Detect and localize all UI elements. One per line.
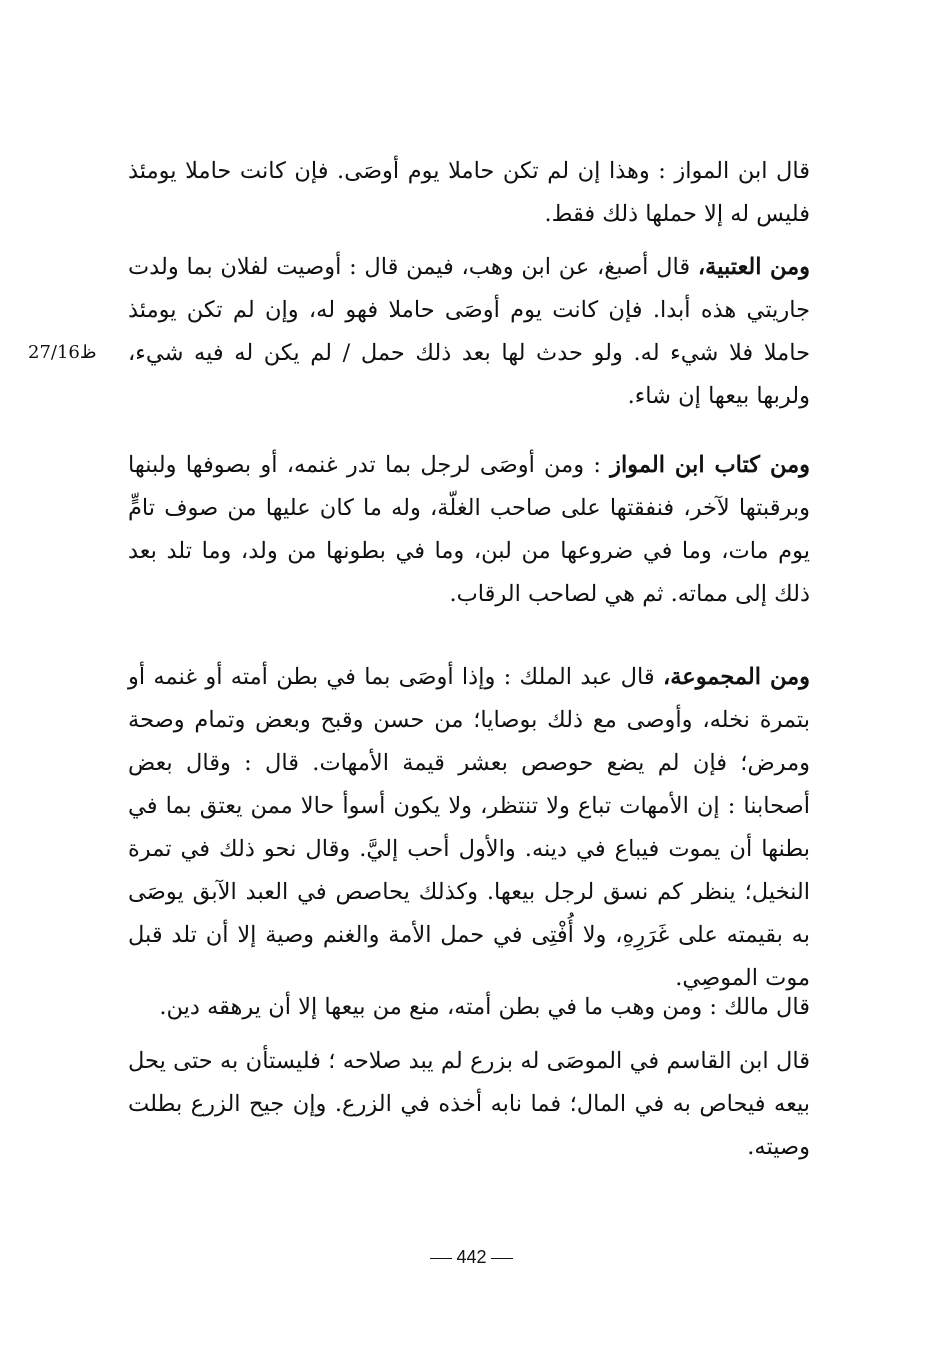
page-number-dash-right bbox=[491, 1258, 513, 1259]
paragraph-3 bbox=[128, 444, 810, 616]
paragraph-4 bbox=[128, 656, 810, 1000]
paragraph-3-text: : ومن أوصَى لرجل بما تدر غنمه، أو بصوفها ولبنها وبرقبتها لآخر، فنفقتها على صاحب الغلّة، وله ما كان عليها من صوف تامٍّ يوم مات، وما في ضروعها من لبن، وما في بطونها من ولد، وما تلد بعد ذلك إلى مماته. ثم هي لصاحب الرقاب. bbox=[128, 452, 810, 607]
page-number bbox=[0, 1247, 943, 1268]
folio-reference: 27/16ظ bbox=[28, 342, 97, 363]
paragraph-2 bbox=[128, 246, 810, 418]
paragraph-4-lead: ومن المجموعة، bbox=[662, 664, 810, 690]
paragraph-5-text: قال مالك : ومن وهب ما في بطن أمته، منع من بيعها إلا أن يرهقه دين. bbox=[159, 994, 810, 1020]
paragraph-5 bbox=[128, 986, 810, 1029]
paragraph-6-text: قال ابن القاسم في الموصَى له بزرع لم يبد صلاحه ؛ فليستأن به حتى يحل بيعه فيحاص به في المال؛ فما نابه أخذه في الزرع. وإن جيح الزرع بطلت وصيته. bbox=[128, 1048, 810, 1160]
page-number-dash-left bbox=[430, 1258, 452, 1259]
paragraph-1 bbox=[128, 150, 810, 236]
paragraph-1-text: قال ابن المواز : وهذا إن لم تكن حاملا يوم أوصَى. فإن كانت حاملا يومئذ فليس له إلا حملها ذلك فقط. bbox=[128, 158, 810, 227]
page-number-value: 442 bbox=[456, 1247, 487, 1267]
paragraph-6 bbox=[128, 1040, 810, 1169]
paragraph-2-lead: ومن العتبية، bbox=[697, 254, 810, 280]
paragraph-4-text: قال عبد الملك : وإذا أوصَى بما في بطن أمته أو غنمه أو بتمرة نخله، وأوصى مع ذلك بوصايا؛ من حسن وقبح وبعض وتمام وصحة ومرض؛ فإن لم يضع حوصص بعشر قيمة الأمهات. قال : وقال بعض أصحابنا : إن الأمهات تباع ولا تنتظر، ولا يكون أسوأ حالا ممن يعتق بما في بطنها أن يموت فيباع في دينه. والأول أحب إليَّ. وقال نحو ذلك في تمرة النخيل؛ ينظر كم نسق لرجل بيعها. وكذلك يحاصص في العبد الآبق يوصَى به بقيمته على غَرَرِهِ، ولا أُفْتِى في حمل الأمة والغنم وصية إلا أن تلد قبل موت الموصِي. bbox=[128, 664, 810, 991]
paragraph-3-lead: ومن كتاب ابن المواز bbox=[610, 452, 810, 478]
paragraph-2-text: قال أصبغ، عن ابن وهب، فيمن قال : أوصيت لفلان بما ولدت جاريتي هذه أبدا. فإن كانت يوم أوصَى حاملا فهو له، وإن لم تكن يومئذ حاملا فلا شيء له. ولو حدث لها بعد ذلك حمل / لم يكن له فيه شيء، ولربها بيعها إن شاء. bbox=[128, 254, 810, 409]
